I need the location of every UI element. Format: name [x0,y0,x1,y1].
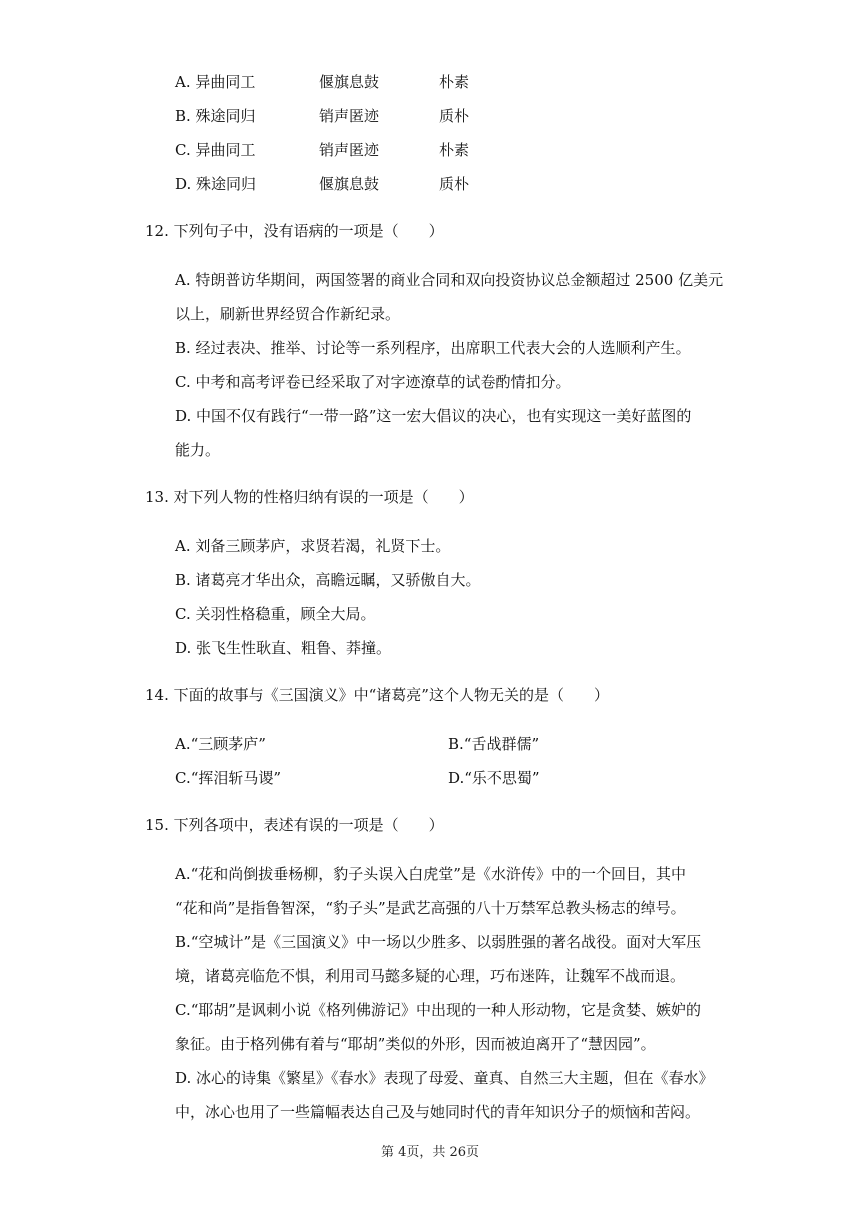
option-word-2: 销声匿迹 [319,107,380,125]
q15-stem: 15. 下列各项中，表述有误的一项是（ ） [145,816,444,834]
q12-stem: 12. 下列句子中，没有语病的一项是（ ） [145,222,444,240]
option-word-2: 偃旗息鼓 [319,175,380,193]
q12-option-a: A. 特朗普访华期间，两国签署的商业合同和双向投资协议总金额超过 2500 亿美元 [175,271,724,289]
option-label: B. 殊途同归 [175,107,256,125]
option-label: D. 殊途同归 [175,175,257,193]
q14-stem: 14. 下面的故事与《三国演义》中“诸葛亮”这个人物无关的是（ ） [145,686,609,704]
option-word-3: 朴素 [439,73,470,91]
option-label: A. 异曲同工 [175,73,256,91]
q15-option-c-cont: 象征。由于格列佛有着与“耶胡”类似的外形，因而被迫离开了“慧因园”。 [175,1035,656,1053]
q14-option-b: B.“舌战群儒” [448,735,540,753]
q15-option-a: A.“花和尚倒拔垂杨柳，豹子头误入白虎堂”是《水浒传》中的一个回目，其中 [175,865,686,883]
q15-option-d-cont: 中，冰心也用了一些篇幅表达自己及与她同时代的青年知识分子的烦恼和苦闷。 [175,1103,701,1121]
q15-option-b: B.“空城计”是《三国演义》中一场以少胜多、以弱胜强的著名战役。面对大军压 [175,933,702,951]
option-word-3: 朴素 [439,141,470,159]
option-word-2: 偃旗息鼓 [319,73,380,91]
q12-option-b: B. 经过表决、推举、讨论等一系列程序，出席职工代表大会的人选顺利产生。 [175,339,691,357]
option-word-3: 质朴 [439,107,470,125]
q13-option-a: A. 刘备三顾茅庐，求贤若渴，礼贤下士。 [175,537,451,555]
q12-option-a-cont: 以上，刷新世界经贸合作新纪录。 [175,305,401,323]
q14-option-c: C.“挥泪斩马谡” [175,769,282,787]
q13-option-b: B. 诸葛亮才华出众，高瞻远瞩，又骄傲自大。 [175,571,481,589]
q15-option-d: D. 冰心的诗集《繁星》《春水》表现了母爱、童真、自然三大主题，但在《春水》 [175,1069,714,1087]
q12-option-c: C. 中考和高考评卷已经采取了对字迹潦草的试卷酌情扣分。 [175,373,571,391]
q13-stem: 13. 对下列人物的性格归纳有误的一项是（ ） [145,488,474,506]
option-label: C. 异曲同工 [175,141,256,159]
q12-option-d-cont: 能力。 [175,441,221,459]
q15-option-a-cont: “花和尚”是指鲁智深，“豹子头”是武艺高强的八十万禁军总教头杨志的绰号。 [175,899,686,917]
q14-option-d: D.“乐不思蜀” [448,769,540,787]
q14-option-a: A.“三顾茅庐” [175,735,266,753]
page-number-footer: 第 4页，共 26页 [380,1145,480,1160]
option-word-3: 质朴 [439,175,470,193]
q13-option-d: D. 张飞生性耿直、粗鲁、莽撞。 [175,639,392,657]
q12-option-d: D. 中国不仅有践行“一带一路”这一宏大倡议的决心，也有实现这一美好蓝图的 [175,407,692,425]
q15-option-c: C.“耶胡”是讽刺小说《格列佛游记》中出现的一种人形动物，它是贪婪、嫉妒的 [175,1001,702,1019]
option-word-2: 销声匿迹 [319,141,380,159]
q13-option-c: C. 关羽性格稳重，顾全大局。 [175,605,376,623]
q15-option-b-cont: 境，诸葛亮临危不惧，利用司马懿多疑的心理，巧布迷阵，让魏军不战而退。 [175,967,686,985]
